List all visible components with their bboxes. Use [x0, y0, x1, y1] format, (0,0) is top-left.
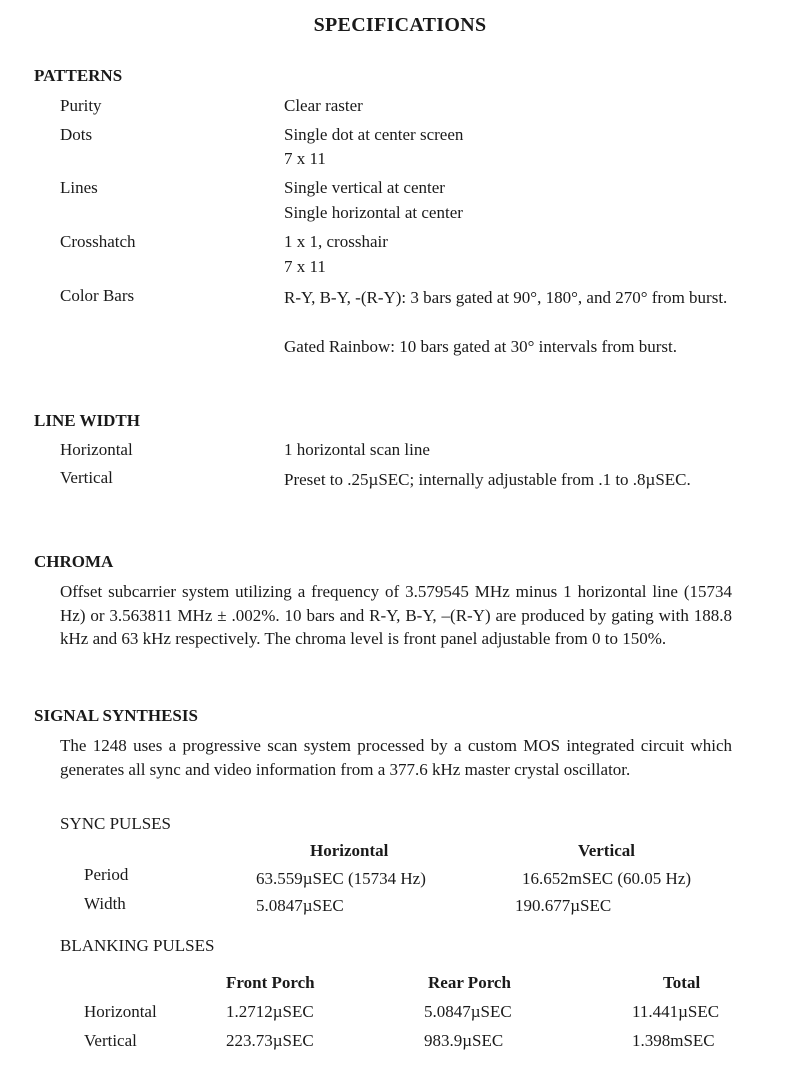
sync-width-vertical: 190.677µSEC: [515, 896, 612, 915]
section-heading-patterns: PATTERNS: [34, 66, 123, 85]
spec-label-vertical: Vertical: [60, 468, 113, 487]
blanking-col-total: Total: [663, 973, 701, 992]
sync-period-vertical: 16.652mSEC (60.05 Hz): [522, 869, 692, 888]
sync-width-horizontal: 5.0847µSEC: [256, 896, 344, 915]
spec-value-horizontal: 1 horizontal scan line: [284, 440, 430, 459]
spec-value-purity: Clear raster: [284, 96, 363, 115]
blanking-vertical-front: 223.73µSEC: [226, 1031, 314, 1050]
spec-label-color-bars: Color Bars: [60, 286, 135, 305]
sync-col-vertical: Vertical: [578, 841, 635, 860]
blanking-row-label-horizontal: Horizontal: [84, 1002, 157, 1021]
section-heading-chroma: CHROMA: [34, 552, 114, 571]
blanking-vertical-total: 1.398mSEC: [632, 1031, 715, 1050]
spec-value-crosshatch-1: 1 x 1, crosshair: [284, 232, 388, 251]
spec-value-color-bars-1: R-Y, B-Y, -(R-Y): 3 bars gated at 90°, 180°, and 270° from burst.: [284, 288, 728, 307]
sync-period-horizontal: 63.559µSEC (15734 Hz): [256, 869, 426, 888]
section-heading-signal-synthesis: SIGNAL SYNTHESIS: [34, 706, 198, 725]
blanking-horizontal-total: 11.441µSEC: [632, 1002, 720, 1021]
chroma-paragraph: Offset subcarrier system utilizing a frequency of 3.579545 MHz minus 1 horizontal line (15734 Hz) or 3.563811 MHz ± .002%. 10 bars and R-Y, B-Y, –(R-Y) are produced by gating with 188.8 kHz and 63 kHz respectively. The chroma level is front panel adjustable from 0 to 150%.: [60, 582, 732, 648]
spec-label-horizontal: Horizontal: [60, 440, 133, 459]
page-title: SPECIFICATIONS: [313, 14, 487, 36]
blanking-vertical-rear: 983.9µSEC: [424, 1031, 504, 1050]
spec-value-lines-2: Single horizontal at center: [284, 203, 463, 222]
spec-value-crosshatch-2: 7 x 11: [284, 257, 326, 276]
spec-label-crosshatch: Crosshatch: [60, 232, 136, 251]
blanking-col-rear-porch: Rear Porch: [428, 973, 511, 992]
spec-label-lines: Lines: [60, 178, 98, 197]
spec-value-vertical: Preset to .25µSEC; internally adjustable from .1 to .8µSEC.: [284, 470, 691, 489]
spec-label-dots: Dots: [60, 125, 93, 144]
spec-value-lines-1: Single vertical at center: [284, 178, 445, 197]
sync-row-label-width: Width: [84, 894, 126, 913]
sync-col-horizontal: Horizontal: [310, 841, 389, 860]
blanking-horizontal-rear: 5.0847µSEC: [424, 1002, 512, 1021]
blanking-horizontal-front: 1.2712µSEC: [226, 1002, 314, 1021]
spec-value-color-bars-2: Gated Rainbow: 10 bars gated at 30° intervals from burst.: [284, 337, 677, 356]
spec-value-dots-2: 7 x 11: [284, 149, 326, 168]
spec-value-dots-1: Single dot at center screen: [284, 125, 464, 144]
section-heading-line-width: LINE WIDTH: [34, 411, 140, 430]
blanking-row-label-vertical: Vertical: [84, 1031, 137, 1050]
blanking-col-front-porch: Front Porch: [226, 973, 315, 992]
signal-synthesis-paragraph: The 1248 uses a progressive scan system processed by a custom MOS integrated circuit which generates all sync and video information from a 377.6 kHz master crystal oscillator.: [60, 736, 732, 779]
sync-pulses-heading: SYNC PULSES: [60, 814, 172, 833]
spec-label-purity: Purity: [60, 96, 102, 115]
sync-row-label-period: Period: [84, 865, 129, 884]
blanking-pulses-heading: BLANKING PULSES: [60, 936, 215, 955]
